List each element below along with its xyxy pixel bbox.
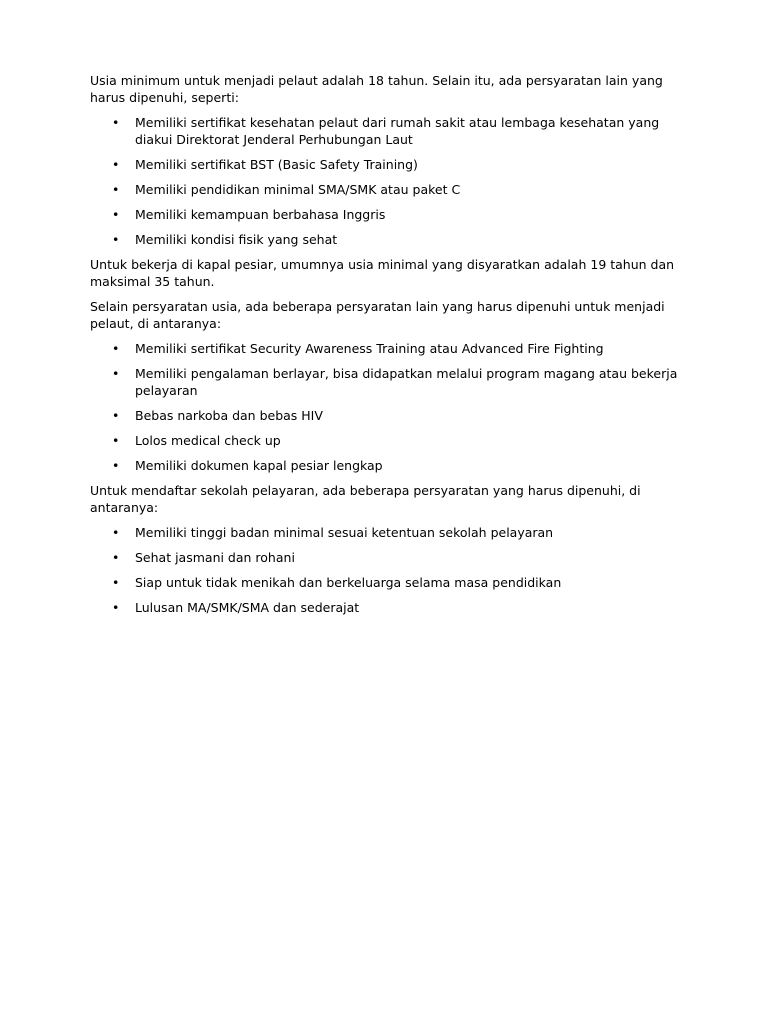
bullet-icon: • (112, 408, 120, 423)
paragraph-cruise-age: Untuk bekerja di kapal pesiar, umumnya usia minimal yang disyaratkan adalah 19 tahun dan maksimal 35 tahun. (90, 257, 675, 289)
list-item (90, 432, 680, 449)
bullet-icon: • (112, 207, 120, 222)
list-item-text: Lolos medical check up (135, 433, 281, 448)
list-item (90, 599, 680, 616)
list-item (90, 340, 680, 357)
list-item-text: Memiliki sertifikat BST (Basic Safety Training) (135, 157, 418, 172)
list-item (90, 231, 680, 248)
bullet-icon: • (112, 232, 120, 247)
list-item (90, 114, 680, 148)
paragraph-other-requirements: Selain persyaratan usia, ada beberapa persyaratan lain yang harus dipenuhi untuk menjadi pelaut, di antaranya: (90, 299, 665, 331)
bullet-icon: • (112, 550, 120, 565)
list-item (90, 524, 680, 541)
list-item (90, 407, 680, 424)
bullet-icon: • (112, 600, 120, 615)
list-item-text: Siap untuk tidak menikah dan berkeluarga selama masa pendidikan (135, 575, 562, 590)
list-item (90, 365, 680, 399)
bullet-icon: • (112, 115, 120, 130)
list-item-text: Bebas narkoba dan bebas HIV (135, 408, 323, 423)
list-item (90, 156, 680, 173)
bullet-icon: • (112, 157, 120, 172)
bullet-icon: • (112, 182, 120, 197)
list-item-text: Memiliki sertifikat Security Awareness Training atau Advanced Fire Fighting (135, 341, 604, 356)
list-item-text: Memiliki kemampuan berbahasa Inggris (135, 207, 386, 222)
list-item (90, 206, 680, 223)
list-item (90, 549, 680, 566)
list-item-text: Memiliki kondisi fisik yang sehat (135, 232, 338, 247)
list-item (90, 181, 680, 198)
bullet-list-seafarer-requirements (90, 114, 680, 248)
bullet-icon: • (112, 575, 120, 590)
bullet-icon: • (112, 433, 120, 448)
list-item-text: Sehat jasmani dan rohani (135, 550, 295, 565)
document-page (90, 72, 680, 624)
list-item (90, 574, 680, 591)
paragraph-min-age: Usia minimum untuk menjadi pelaut adalah 18 tahun. Selain itu, ada persyaratan lain yang harus dipenuhi, seperti: (90, 73, 663, 105)
list-item-text: Memiliki dokumen kapal pesiar lengkap (135, 458, 383, 473)
paragraph-school-requirements: Untuk mendaftar sekolah pelayaran, ada beberapa persyaratan yang harus dipenuhi, di antaranya: (90, 483, 641, 515)
list-item-text: Lulusan MA/SMK/SMA dan sederajat (135, 600, 360, 615)
list-item-text: Memiliki pendidikan minimal SMA/SMK atau paket C (135, 182, 461, 197)
bullet-list-school-requirements (90, 524, 680, 616)
bullet-icon: • (112, 341, 120, 356)
bullet-icon: • (112, 366, 120, 381)
list-item (90, 457, 680, 474)
list-item-text: Memiliki sertifikat kesehatan pelaut dari rumah sakit atau lembaga kesehatan yang diakui Direktorat Jenderal Perhubungan Laut (135, 115, 660, 147)
list-item-text: Memiliki pengalaman berlayar, bisa didapatkan melalui program magang atau bekerja pelayaran (135, 366, 678, 398)
list-item-text: Memiliki tinggi badan minimal sesuai ketentuan sekolah pelayaran (135, 525, 554, 540)
bullet-icon: • (112, 525, 120, 540)
bullet-list-other-requirements (90, 340, 680, 474)
bullet-icon: • (112, 458, 120, 473)
